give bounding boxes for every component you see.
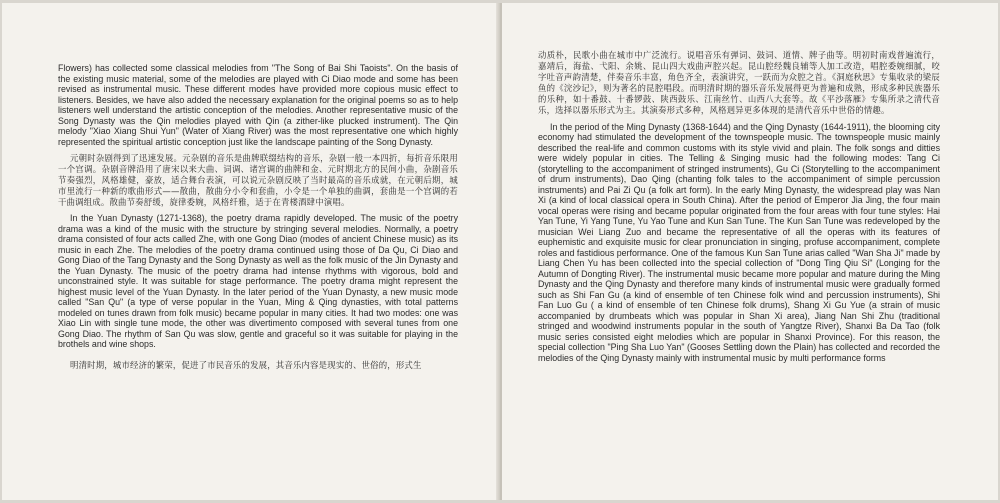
booklet-spread bbox=[2, 3, 998, 500]
right-text-column bbox=[538, 50, 940, 368]
left-paragraph-1: Flowers) has collected some classical melodies from "The Song of Bai Shi Taoists". On the basis of the existing music material, some of the melodies are played with Ci Diao mode and some has been revised as instrumental music. These different modes have provided more copious music effect to listeners. Besides, we have also added the necessary explanation for the original poems so as to help listeners well understand the artistic conception of the melodies. Another representative music of the Song Dynasty was the Qin melodies played with Qin (a zither-like plucked instrument). The Qin melody "Xiao Xiang Shui Yun" (Water of Xiang River) was the most representative one which highly represented the spiritual artistic conception just like the landscape painting of the Song Dynasty. bbox=[58, 63, 458, 147]
right-paragraph-2: In the period of the Ming Dynasty (1368-1644) and the Qing Dynasty (1644-1911), the blooming city economy had stimulated the development of the townspeople music. The townspeople music mainly described the real-life and common customs with its style vivid and plain. The folk songs and ditties were widely popular in cities. The Telling & Singing music had the following modes: Tang Ci (storytelling to the accompaniment of stringed instruments), Gu Ci (Storytelling to the accompaniment of drum instruments), Dao Qing (chanting folk tales to the accompaniment of simple percussion instruments) and Pai Zi Qu (a folk art form). In the early Ming Dynasty, the widespread play was Nan Xi (a kind of local classical opera in South China). After the period of Emperor Jia Jing, the four main vocal operas were rising and became popular originated from the four areas with four tune styles: Hai Yan Tune, Yi Yang Tune, Yu Yao Tune and Kun San Tune. The Kun San Tune was redeveloped by the musician Wei Liang Zuo and became the representative of all the operas with its features of euphemistic and exquisite music for clear pronunciation in singing, profuse accompaniment, complete roles and fastidious performance. One of the famous Kun San Tune arias called "Wan Sha Ji" made by Liang Chen Yu has been collected into the special collection of "Dong Ting Qiu Si" (Longing for the Autumn of Dongting River). The instrumental music became more popular and mature during the Ming Dynasty and the Qing Dynasty and therefore many kinds of instrumental music were gradually formed such as Shi Fan Gu (a kind of ensemble of ten Chinese folk wind and percussion instruments), Shi Fan Luo Gu ( a kind of ensemble of ten Chinese folk drums), Shang Xi Gu Yue (a strain of music accompanied by drumbeats which was popular in Shan Xi area), Jiang Nan Shi Zhu (traditional stringed and woodwind instruments popular in the south of Yangtze River), Shanxi Ba Da Tao (folk music series consisted eight melodies which are popular in Shanxi Province). For this reason, the special collection "Ping Sha Luo Yan" (Gooses Settling down the Plain) has collected and recorded the melodies of the Qing Dynasty mainly with instrumental music by multi performance forms bbox=[538, 121, 940, 363]
left-page bbox=[2, 3, 498, 500]
left-paragraph-4-chinese: 明清时期，城市经济的繁荣，促进了市民音乐的发展，其音乐内容是现实的、世俗的，形式生 bbox=[70, 359, 422, 370]
left-text-column bbox=[58, 63, 458, 376]
left-paragraph-2-chinese: 元朝时杂剧得到了迅速发展。元杂剧的音乐是曲牌联缀结构的音乐，杂剧一般一本四折，每折音乐限用一个宫调。杂剧音牌沿用了唐宋以来大曲、词调、诸宫调的曲牌和金、元时期北方的民间小曲，杂剧音乐节奏强烈，风格雄健，豪放，适合舞台表演，可以说元杂剧反映了当时最高的音乐成就，在元朝后期，城市里流行一种新的歌曲形式——散曲，散曲分小令和套曲，小令是一个单独的曲调，套曲是一个宫调的若干曲调组成。散曲节奏舒缓，旋律委婉，风格纤雅，适于在青楼酒肆中演唱。 bbox=[58, 153, 458, 208]
right-paragraph-1-chinese: 动质朴，民歌小曲在城市中广泛流行。说唱音乐有弹词、鼓词、道情、牌子曲等。明初时南戏普遍流行，嘉靖后，海盐、弋阳、余姚、昆山四大戏曲声腔兴起。昆山腔经魏良辅等人加工改造，唱腔委婉细腻，咬字吐音声韵清楚，伴奏音乐丰富，角色齐全，表演讲究，一跃而为众腔之首。《洞庭秋思》专集收录的梁辰鱼的《浣沙记》，则为著名的昆腔唱段。而明清时期的器乐音乐发展得更为普遍和成熟，形成多种民族器乐的乐种，如十番鼓、十番锣鼓、陕西鼓乐、江南丝竹、山西八大套等。故《平沙落雁》专集所录之清代音乐，选择以器乐形式为主。其演奏形式多种，风格迥异更多体现的是清代音乐中世俗的情趣。 bbox=[538, 50, 940, 116]
left-paragraph-3: In the Yuan Dynasty (1271-1368), the poetry drama rapidly developed. The music of the poetry drama was a kind of the music with the structure by stringing several melodies. Normally, a poetry drama consisted of four acts called Zhe, with one Gong Diao (modes of ancient Chinese music) as its music in each Zhe. The melodies of the poetry drama continued using those of Da Qu, Ci Diao and Gong Diao of the Tang Dynasty and the Song Dynasty as well as the folk music of the Jin Dynasty and the Yuan Dynasty. The music of the poetry drama had intense rhythms with vigorous, bold and unconstrained style. It was suitable for stage performance. The poetry drama might represent the highest music level of the Yuan Dynasty. In the later period of the Yuan Dynasty, a new music mode called "San Qu" (a type of verse popular in the Yuan, Ming & Qing dynasties, with total patterns modeled on tunes drawn from folk music) became popular in many cities. It had two modes: one was Xiao Lin with single tune mode, the other was divertimento composed with several tunes from one Gong Diao. The rhythm of San Qu was slow, gentle and graceful so it was suitable for playing in the brothels and wine shops. bbox=[58, 213, 458, 350]
right-page bbox=[502, 3, 998, 500]
